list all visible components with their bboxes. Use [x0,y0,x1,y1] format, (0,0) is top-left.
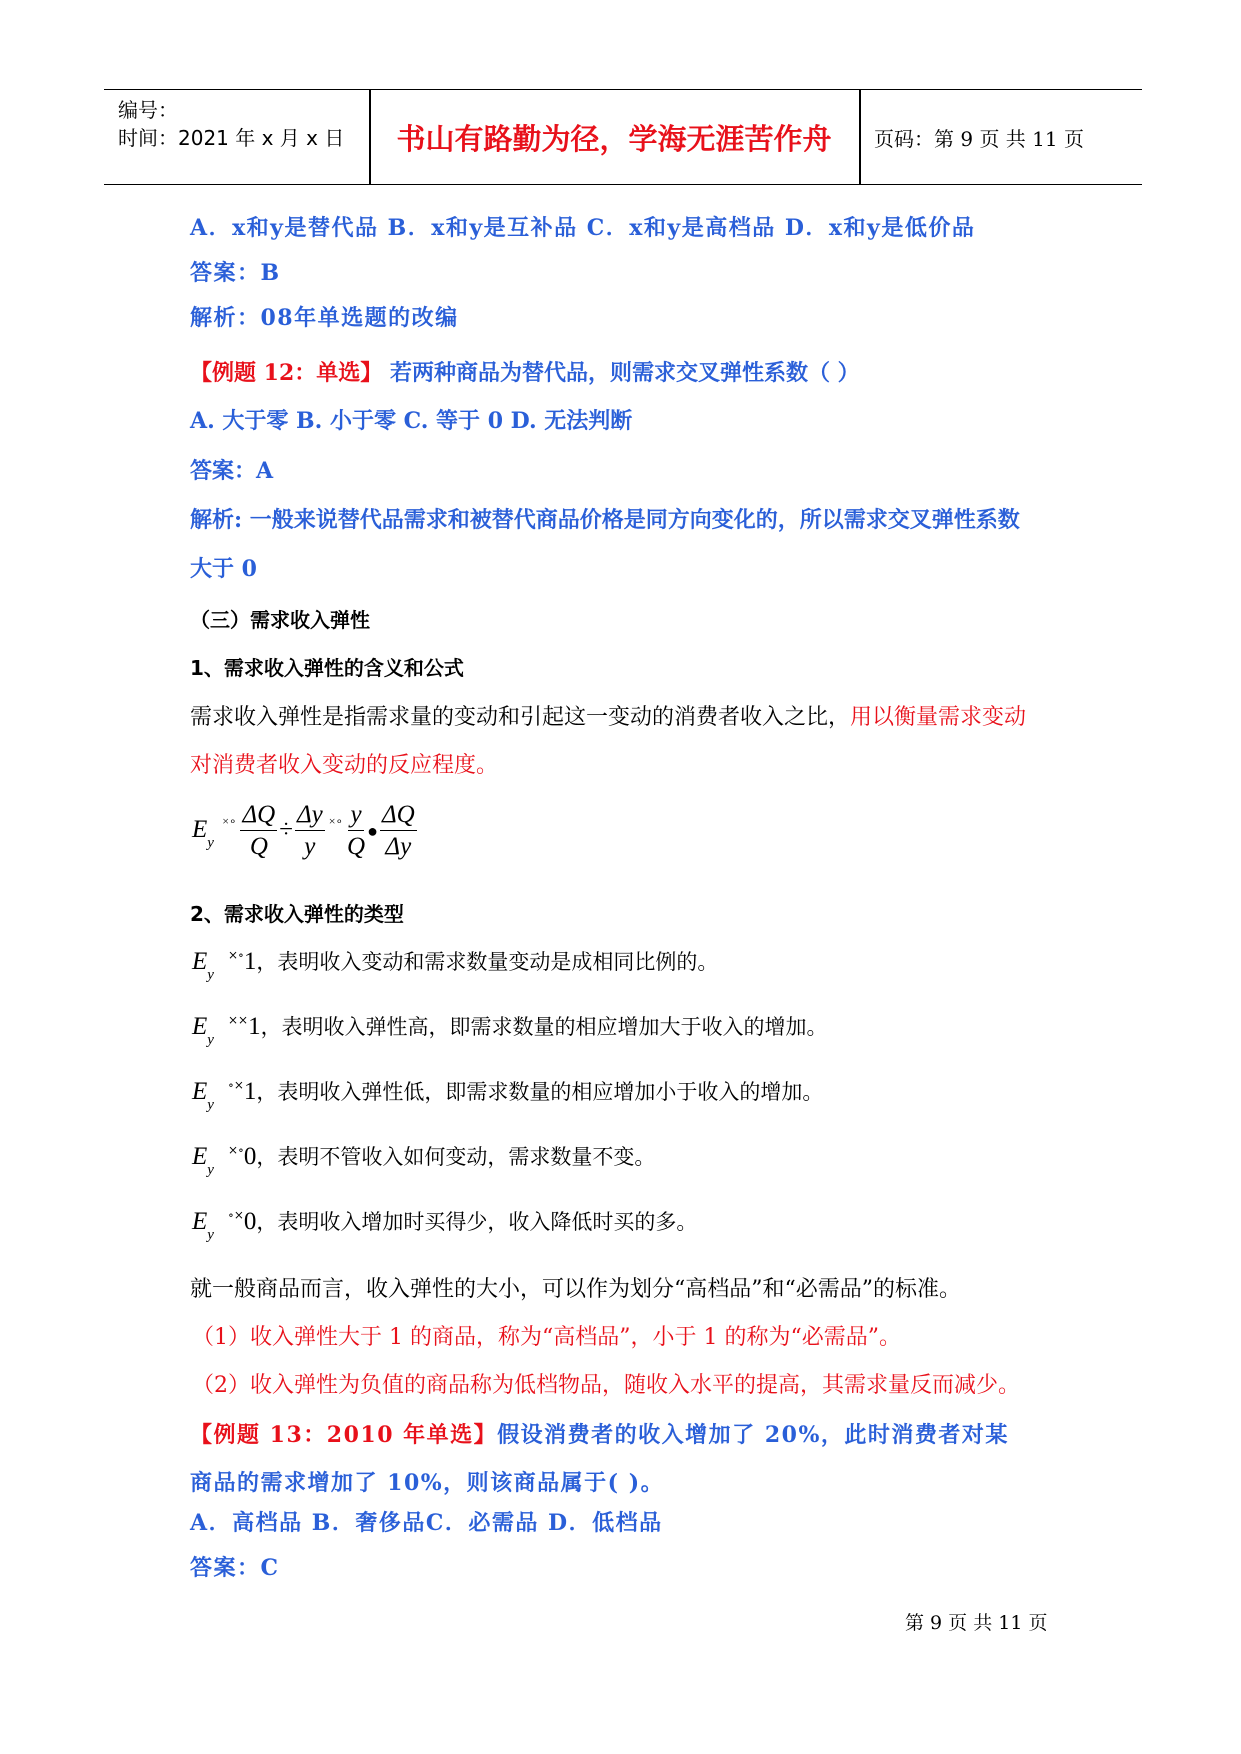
q12-analysis-line1: 解析: 一般来说替代品需求和被替代商品价格是同方向变化的，所以需求交叉弹性系数 [190,507,1020,533]
type-sub: y [207,1227,214,1243]
q12-tag: 【例题 12：单选】 [190,360,383,386]
fraction-numerator: Δy [295,800,325,831]
fraction [240,800,277,863]
elasticity-type-1 [192,946,718,984]
rule-2: （2）收入弹性为负值的商品称为低档物品，随收入水平的提高，其需求量反而减少。 [192,1373,1020,1398]
elasticity-type-3 [192,1076,823,1114]
q12-analysis-line2: 大于 0 [190,556,257,582]
q12-answer: 答案：A [190,458,274,484]
fraction-numerator: ΔQ [240,800,277,831]
q13-stem-part1: 假设消费者的收入增加了 20%，此时消费者对某 [497,1422,1009,1448]
type-mark: ×× [227,1013,249,1027]
header-motto: 书山有路勤为径，学海无涯苦作舟 [396,121,832,156]
q11-analysis: 解析：08年单选题的改编 [190,305,459,331]
header-divider [859,90,861,184]
header-page-label: 页码：第 9 页 共 11 页 [874,126,1084,151]
rule-1: （1）收入弹性大于 1 的商品，称为“高档品”，小于 1 的称为“必需品”。 [192,1325,901,1350]
formula-divide: ÷ [279,816,293,844]
type-E: E [192,1143,208,1170]
type-value: 1 [248,1013,261,1040]
subsection-heading-2: 2、需求收入弹性的类型 [190,902,404,926]
type-value: 0 [243,1208,257,1235]
q13-question-line2: 商品的需求增加了 10%，则该商品属于( )。 [190,1470,665,1496]
type-E: E [192,1013,208,1040]
type-mark: ×∘ [227,1143,244,1157]
type-text: ，表明收入弹性高，即需求数量的相应增加大于收入的增加。 [260,1015,828,1039]
type-value: 1 [243,1078,257,1105]
fraction [295,800,325,863]
elasticity-type-5 [192,1206,697,1244]
q13-answer: 答案：C [190,1555,280,1581]
q13-options: A．高档品 B．奢侈品C．必需品 D．低档品 [190,1510,663,1536]
formula-sub: y [207,835,214,852]
formula-mark: ×∘ [328,814,344,829]
type-value: 0 [243,1143,257,1170]
fraction-denominator: Q [249,833,268,860]
definition-highlight: 用以衡量需求变动 [850,705,1027,730]
q12-question [190,356,860,387]
type-sub: y [207,1032,214,1048]
definition-text: 需求收入弹性是指需求量的变动和引起这一变动的消费者收入之比， [190,705,851,730]
header-time: 时间：2021 年 x 月 x 日 [118,126,345,150]
fraction [347,800,365,863]
fraction-denominator: Q [347,833,366,860]
page-footer: 第 9 页 共 11 页 [905,1612,1048,1634]
type-text: ，表明不管收入如何变动，需求数量不变。 [256,1145,656,1169]
subsection-heading-1: 1、需求收入弹性的含义和公式 [190,656,464,680]
q11-options: A．x和y是替代品 B．x和y是互补品 C．x和y是高档品 D．x和y是低价品 [190,215,976,241]
fraction-denominator: y [304,833,316,860]
type-sub: y [207,967,214,983]
header-left [118,96,344,152]
formula-mark: ×∘ [222,814,237,829]
elasticity-type-4 [192,1141,655,1179]
section-heading: （三）需求收入弹性 [190,608,370,632]
type-sub: y [207,1097,214,1113]
type-mark: ∘× [227,1078,244,1092]
type-E: E [192,948,208,975]
elasticity-type-2 [192,1011,828,1049]
income-elasticity-formula [192,800,419,863]
formula-E: E [192,816,208,844]
definition-line1 [190,700,1026,731]
general-statement: 就一般商品而言，收入弹性的大小，可以作为划分“高档品”和“必需品”的标准。 [190,1277,961,1302]
q12-options: A. 大于零 B. 小于零 C. 等于 0 D. 无法判断 [190,408,633,434]
type-text: ，表明收入增加时买得少，收入降低时买的多。 [256,1210,698,1234]
type-mark: ∘× [227,1208,244,1222]
type-text: ，表明收入弹性低，即需求数量的相应增加小于收入的增加。 [256,1080,824,1104]
q13-tag: 【例题 13：2010 年单选】 [190,1422,498,1448]
type-sub: y [207,1162,214,1178]
formula-dot: ● [367,821,378,842]
q12-stem: 若两种商品为替代品，则需求交叉弹性系数（ ） [382,360,860,386]
type-mark: ×∘ [227,948,244,962]
page-header [104,89,1142,185]
q13-question-line1 [190,1418,1009,1449]
type-E: E [192,1078,208,1105]
fraction-denominator: Δy [385,833,412,860]
type-E: E [192,1208,208,1235]
fraction-numerator: y [348,800,363,831]
type-text: ，表明收入变动和需求数量变动是成相同比例的。 [256,950,719,974]
type-value: 1 [243,948,257,975]
fraction [380,800,417,863]
header-number: 编号： [118,98,178,122]
q11-answer: 答案：B [190,260,281,286]
fraction-numerator: ΔQ [380,800,417,831]
definition-line2: 对消费者收入变动的反应程度。 [190,753,499,778]
